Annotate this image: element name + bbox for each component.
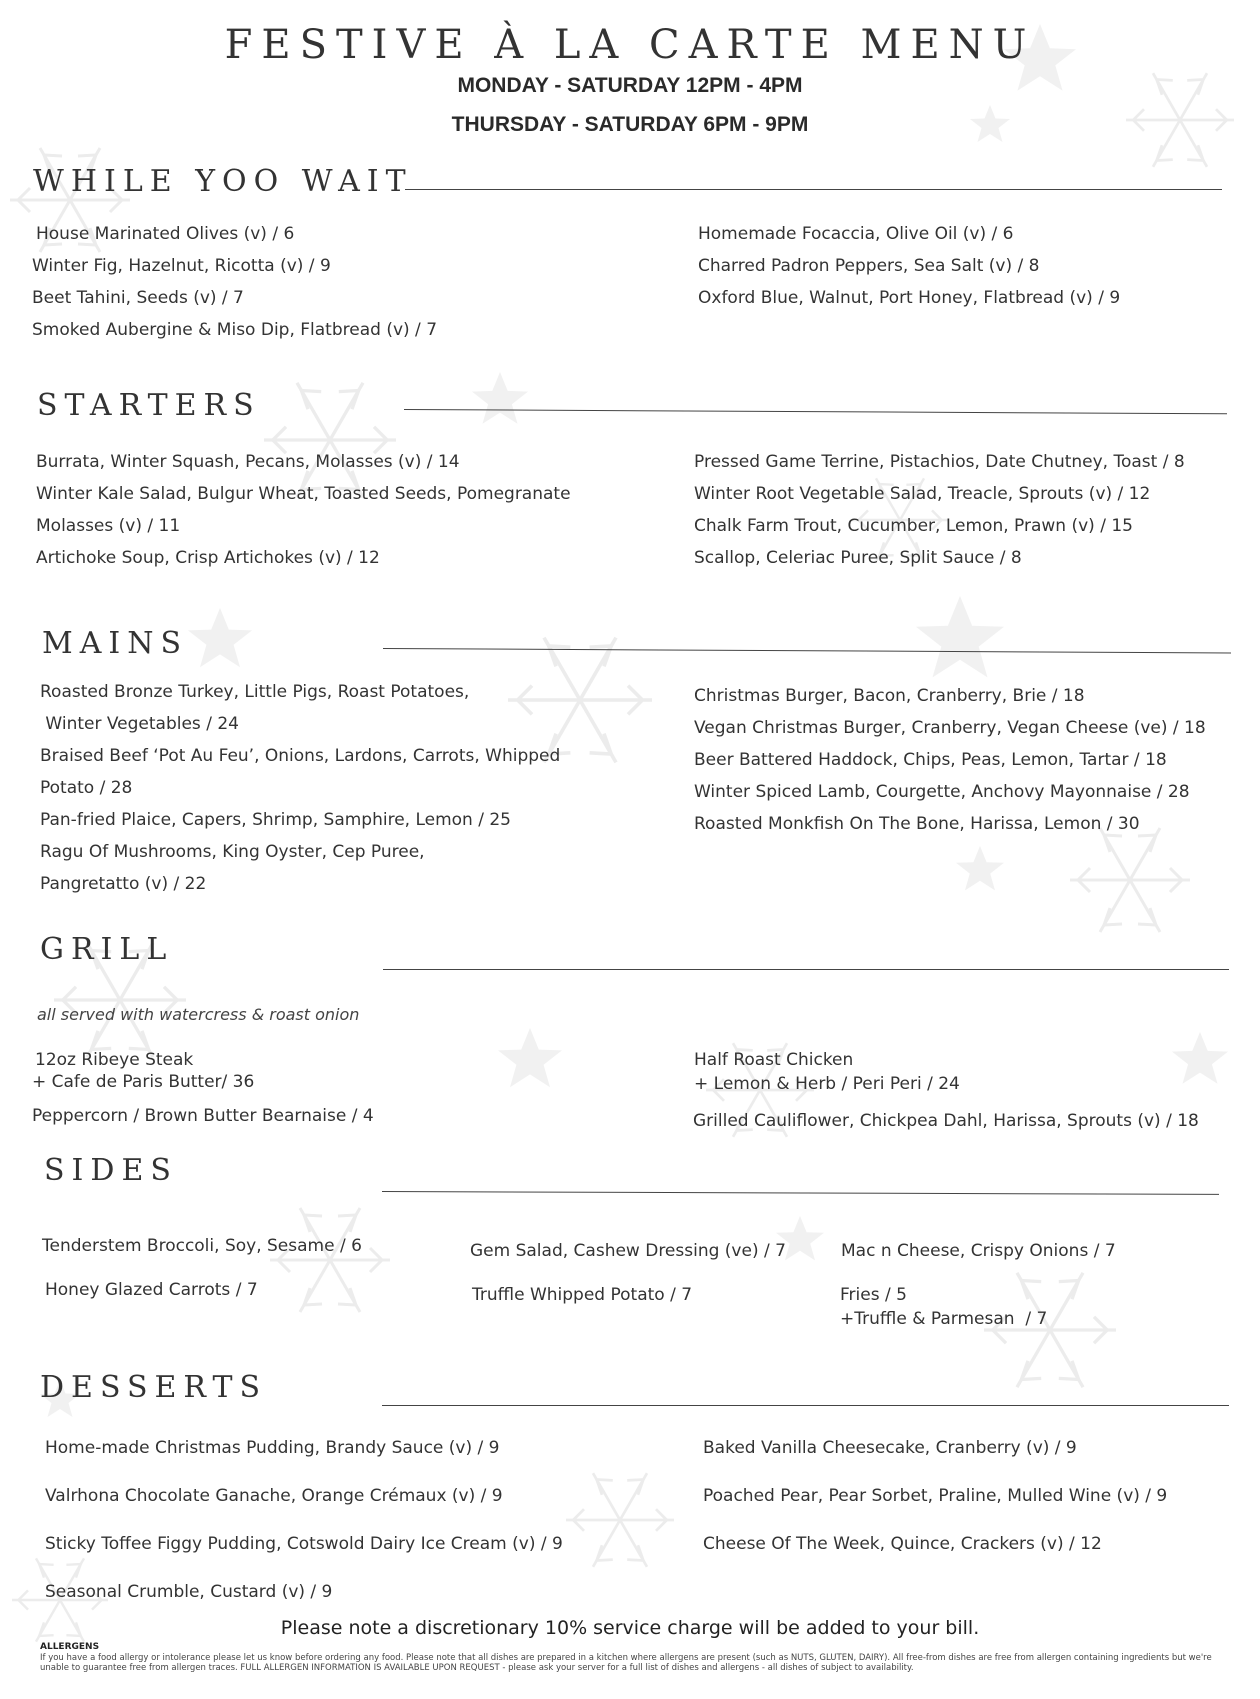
menu-item: Half Roast Chicken [694,1050,854,1070]
menu-item: Homemade Focaccia, Olive Oil (v) / 6 [698,224,1014,244]
menu-item: Scallop, Celeriac Puree, Split Sauce / 8 [694,548,1022,568]
snowflake-icon [270,1208,390,1312]
star-icon [1172,1032,1228,1084]
menu-item: Home-made Christmas Pudding, Brandy Sauce (v) / 9 [45,1438,500,1458]
allergens-heading: ALLERGENS [40,1642,100,1652]
star-icon [472,372,528,424]
menu-item: Truffle Whipped Potato / 7 [472,1285,693,1305]
menu-item: Grilled Cauliflower, Chickpea Dahl, Harissa, Sprouts (v) / 18 [693,1111,1199,1131]
star-icon [498,1028,562,1087]
menu-item: Seasonal Crumble, Custard (v) / 9 [45,1582,333,1602]
menu-item: Chalk Farm Trout, Cucumber, Lemon, Prawn (v) / 15 [694,516,1133,536]
menu-item: Braised Beef ‘Pot Au Feu’, Onions, Lardons, Carrots, Whipped [40,746,561,766]
menu-item: Pangretatto (v) / 22 [40,874,207,894]
dinner-hours: THURSDAY - SATURDAY 6PM - 9PM [451,113,809,136]
allergens-text: If you have a food allergy or intolerance please let us know before ordering any food. Please note that all dishes are prepared in a kitchen where allergens are present (such as NUTS, GLUTEN, DAIRY). All free-from dishes are free from allergen containing ingredients but we're unable to guarantee free from allergen traces. FULL ALLERGEN INFORMATION IS AVAILABLE UPON REQUEST - please ask your server for a full list of dishes and allergens - all dishes of subject to availability. [40,1653,1212,1673]
menu-item: Winter Fig, Hazelnut, Ricotta (v) / 9 [32,256,331,276]
snowflake-icon [566,1473,674,1567]
snowflake-icon [1070,828,1190,932]
menu-item: Artichoke Soup, Crisp Artichokes (v) / 12 [36,548,380,568]
section-heading-desserts: DESSERTS [40,1370,268,1405]
star-icon [956,846,1004,890]
menu-item: Molasses (v) / 11 [36,516,181,536]
menu-item: Burrata, Winter Squash, Pecans, Molasses (v) / 14 [36,452,460,472]
section-heading-grill: GRILL [40,932,174,967]
menu-item: Winter Root Vegetable Salad, Treacle, Sprouts (v) / 12 [694,484,1151,504]
menu-item: Christmas Burger, Bacon, Cranberry, Brie / 18 [694,686,1085,706]
menu-item: Winter Vegetables / 24 [40,714,239,734]
section-heading-wait: WHILE YOO WAIT [33,164,413,199]
star-icon [188,608,252,667]
section-divider [405,189,1222,190]
grill-note: all served with watercress & roast onion [37,1005,360,1024]
snowflake-icon [508,638,652,763]
menu-item: 12oz Ribeye Steak [35,1050,194,1070]
menu-item: Charred Padron Peppers, Sea Salt (v) / 8 [698,256,1040,276]
menu-item: Ragu Of Mushrooms, King Oyster, Cep Puree, [40,842,425,862]
snowflake-icon [984,1273,1116,1387]
section-divider [383,969,1229,970]
menu-item: Roasted Monkfish On The Bone, Harissa, Lemon / 30 [694,814,1140,834]
menu-item: Beer Battered Haddock, Chips, Peas, Lemon, Tartar / 18 [694,750,1167,770]
menu-item: Valrhona Chocolate Ganache, Orange Crémaux (v) / 9 [45,1486,503,1506]
section-heading-starters: STARTERS [37,388,261,423]
menu-item: Baked Vanilla Cheesecake, Cranberry (v) / 9 [703,1438,1077,1458]
lunch-hours: MONDAY - SATURDAY 12PM - 4PM [457,74,803,97]
menu-item: + Lemon & Herb / Peri Peri / 24 [694,1074,960,1094]
menu-item: Vegan Christmas Burger, Cranberry, Vegan Cheese (ve) / 18 [694,718,1206,738]
section-heading-mains: MAINS [42,626,189,661]
menu-item: Sticky Toffee Figgy Pudding, Cotswold Dairy Ice Cream (v) / 9 [45,1534,563,1554]
menu-item: Cheese Of The Week, Quince, Crackers (v) / 12 [703,1534,1102,1554]
service-charge-note: Please note a discretionary 10% service charge will be added to your bill. [280,1617,980,1639]
menu-item: Tenderstem Broccoli, Soy, Sesame / 6 [42,1236,362,1256]
section-heading-sides: SIDES [44,1153,178,1188]
menu-item: Honey Glazed Carrots / 7 [45,1280,258,1300]
menu-title: FESTIVE À LA CARTE MENU [224,22,1036,68]
menu-item: + Cafe de Paris Butter/ 36 [32,1072,255,1092]
menu-item: Winter Kale Salad, Bulgur Wheat, Toasted Seeds, Pomegranate [36,484,571,504]
menu-item: Pressed Game Terrine, Pistachios, Date Chutney, Toast / 8 [694,452,1185,472]
snowflake-icon [264,383,396,497]
menu-item: Pan-fried Plaice, Capers, Shrimp, Samphire, Lemon / 25 [40,810,511,830]
menu-item: Roasted Bronze Turkey, Little Pigs, Roast Potatoes, [40,682,470,702]
menu-item: Oxford Blue, Walnut, Port Honey, Flatbread (v) / 9 [698,288,1121,308]
menu-item: Mac n Cheese, Crispy Onions / 7 [841,1241,1116,1261]
menu-item: +Truffle & Parmesan / 7 [840,1309,1048,1329]
menu-item: Smoked Aubergine & Miso Dip, Flatbread (v) / 7 [32,320,438,340]
menu-item: Winter Spiced Lamb, Courgette, Anchovy Mayonnaise / 28 [694,782,1190,802]
menu-item: Fries / 5 [840,1285,907,1305]
menu-item: Gem Salad, Cashew Dressing (ve) / 7 [470,1241,786,1261]
section-divider [382,1405,1229,1406]
menu-item: Poached Pear, Pear Sorbet, Praline, Mulled Wine (v) / 9 [703,1486,1168,1506]
menu-item: Potato / 28 [40,778,133,798]
menu-item: Peppercorn / Brown Butter Bearnaise / 4 [32,1106,374,1126]
star-icon [916,596,1004,677]
menu-item: House Marinated Olives (v) / 6 [36,224,295,244]
menu-item: Beet Tahini, Seeds (v) / 7 [32,288,244,308]
